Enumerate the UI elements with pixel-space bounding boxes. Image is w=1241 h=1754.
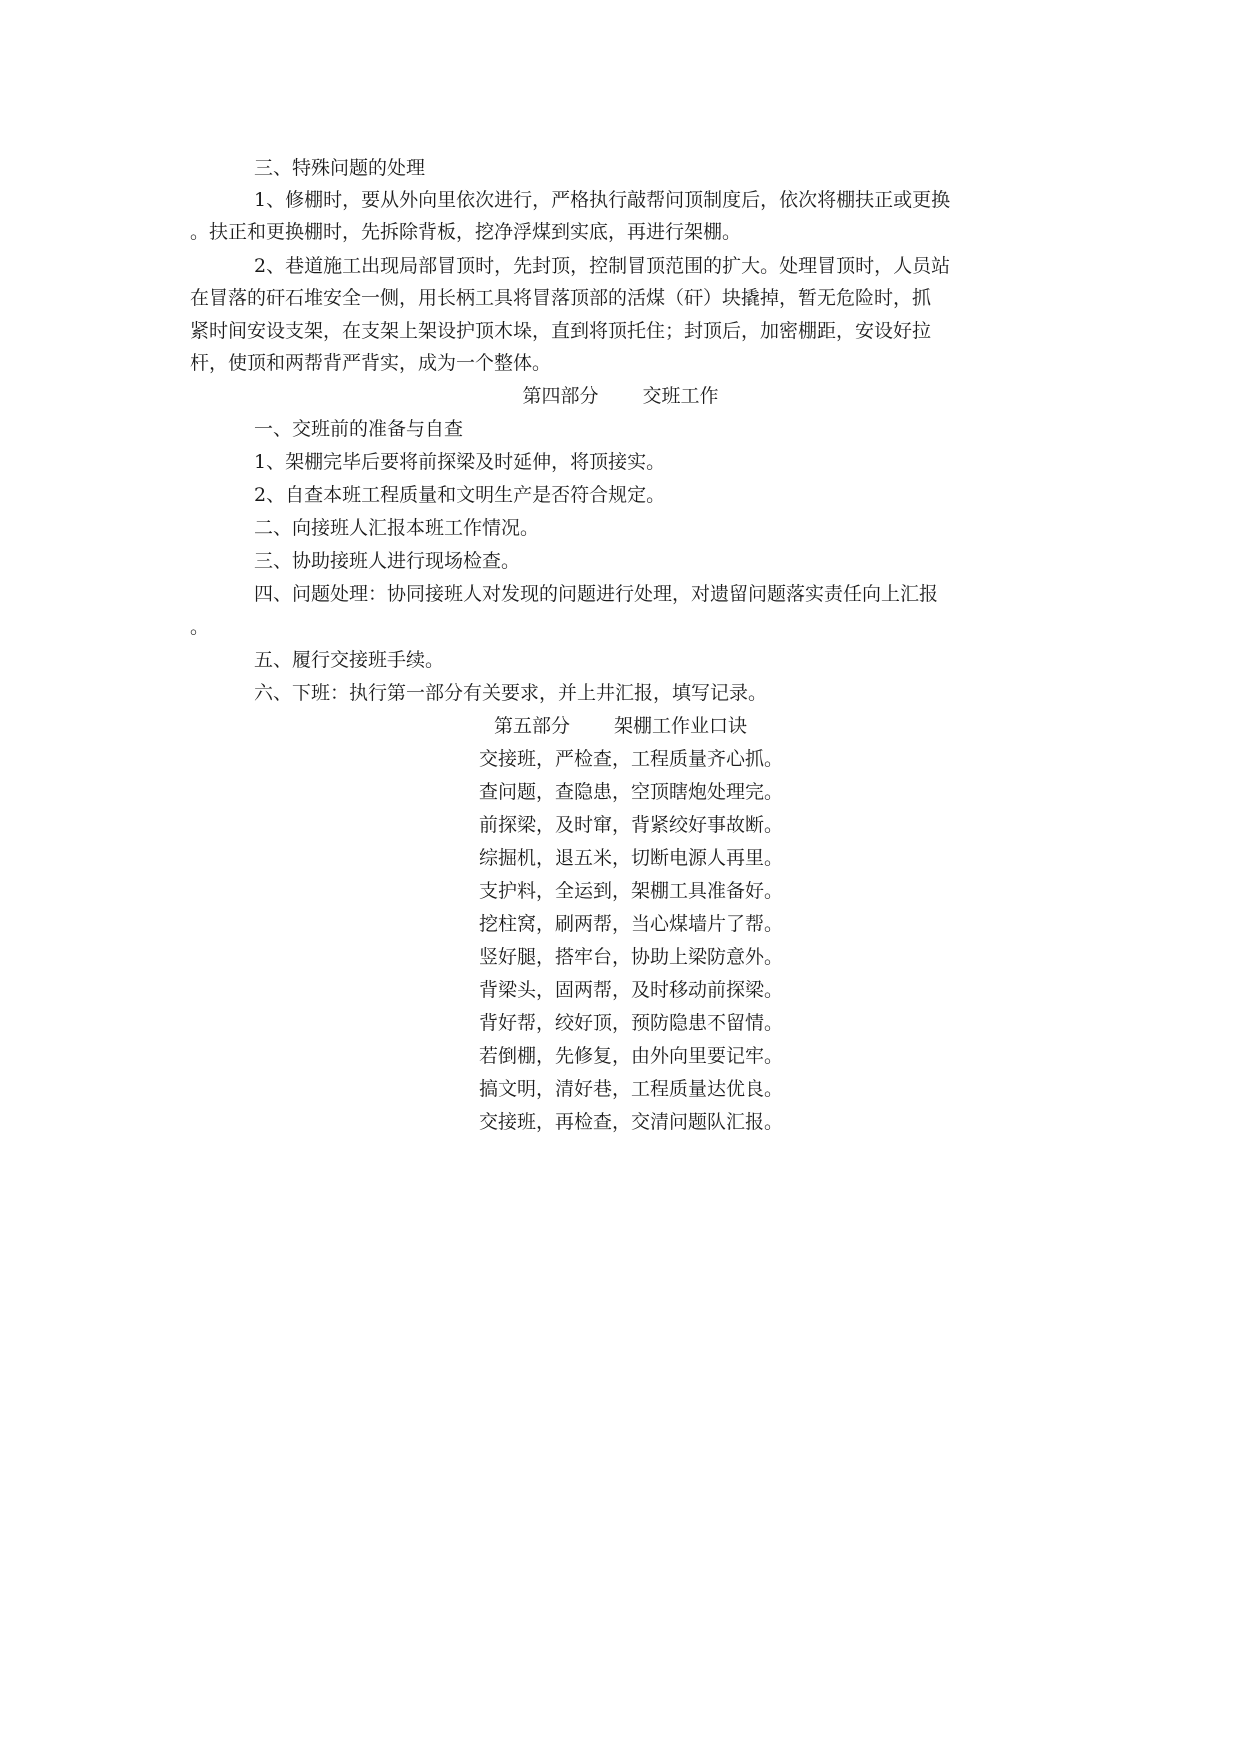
section-title: 三、特殊问题的处理: [254, 157, 426, 179]
verse-line: 前探梁，及时窜，背紧绞好事故断。: [479, 814, 784, 836]
verse-line: 综掘机，退五米，切断电源人再里。: [479, 847, 784, 869]
part-heading-title: 交班工作: [642, 385, 719, 407]
part-heading: [0, 380, 1241, 412]
part-heading: [0, 710, 1241, 742]
verse-line: 支护料，全运到，架棚工具准备好。: [479, 880, 784, 902]
verse-line: 搞文明，清好巷，工程质量达优良。: [479, 1078, 784, 1100]
paragraph-line: 1、架棚完毕后要将前探梁及时延伸，将顶接实。: [254, 451, 666, 473]
verse-line: 若倒棚，先修复，由外向里要记牢。: [479, 1045, 784, 1067]
part-heading-number: 第四部分: [522, 385, 599, 407]
paragraph-line: 。扶正和更换棚时，先拆除背板，挖净浮煤到实底，再进行架棚。: [190, 221, 742, 243]
paragraph-line: 。: [190, 616, 210, 638]
verse-line: 挖柱窝，刷两帮，当心煤墙片了帮。: [479, 913, 784, 935]
paragraph-line: 1、修棚时，要从外向里依次进行，严格执行敲帮问顶制度后，依次将棚扶正或更换: [254, 189, 951, 211]
paragraph-line: 2、自查本班工程质量和文明生产是否符合规定。: [254, 484, 666, 506]
verse-line: 交接班，再检查，交清问题队汇报。: [479, 1111, 784, 1133]
paragraph-line: 紧时间安设支架，在支架上架设护顶木垛，直到将顶托住；封顶后，加密棚距，安设好拉: [190, 320, 932, 342]
paragraph-line: 2、巷道施工出现局部冒顶时，先封顶，控制冒顶范围的扩大。处理冒顶时，人员站: [254, 255, 951, 277]
paragraph-line: 五、履行交接班手续。: [254, 649, 445, 671]
paragraph-line: 在冒落的矸石堆安全一侧，用长柄工具将冒落顶部的活煤（矸）块撬掉，暂无危险时，抓: [190, 287, 932, 309]
paragraph-line: 杆，使顶和两帮背严背实，成为一个整体。: [190, 352, 552, 374]
paragraph-line: 六、下班：执行第一部分有关要求，并上井汇报，填写记录。: [254, 682, 768, 704]
verse-line: 背好帮，绞好顶，预防隐患不留情。: [479, 1012, 784, 1034]
verse-line: 竖好腿，搭牢台，协助上梁防意外。: [479, 946, 784, 968]
verse-line: 查问题，查隐患，空顶瞎炮处理完。: [479, 781, 784, 803]
paragraph-line: 二、向接班人汇报本班工作情况。: [254, 517, 540, 539]
part-heading-number: 第五部分: [493, 715, 570, 737]
part-heading-title: 架棚工作业口诀: [614, 715, 748, 737]
verse-line: 背梁头，固两帮，及时移动前探梁。: [479, 979, 784, 1001]
paragraph-line: 三、协助接班人进行现场检查。: [254, 550, 521, 572]
paragraph-line: 四、问题处理：协同接班人对发现的问题进行处理，对遗留问题落实责任向上汇报: [254, 583, 939, 605]
verse-line: 交接班，严检查，工程质量齐心抓。: [479, 748, 784, 770]
paragraph-line: 一、交班前的准备与自查: [254, 418, 464, 440]
